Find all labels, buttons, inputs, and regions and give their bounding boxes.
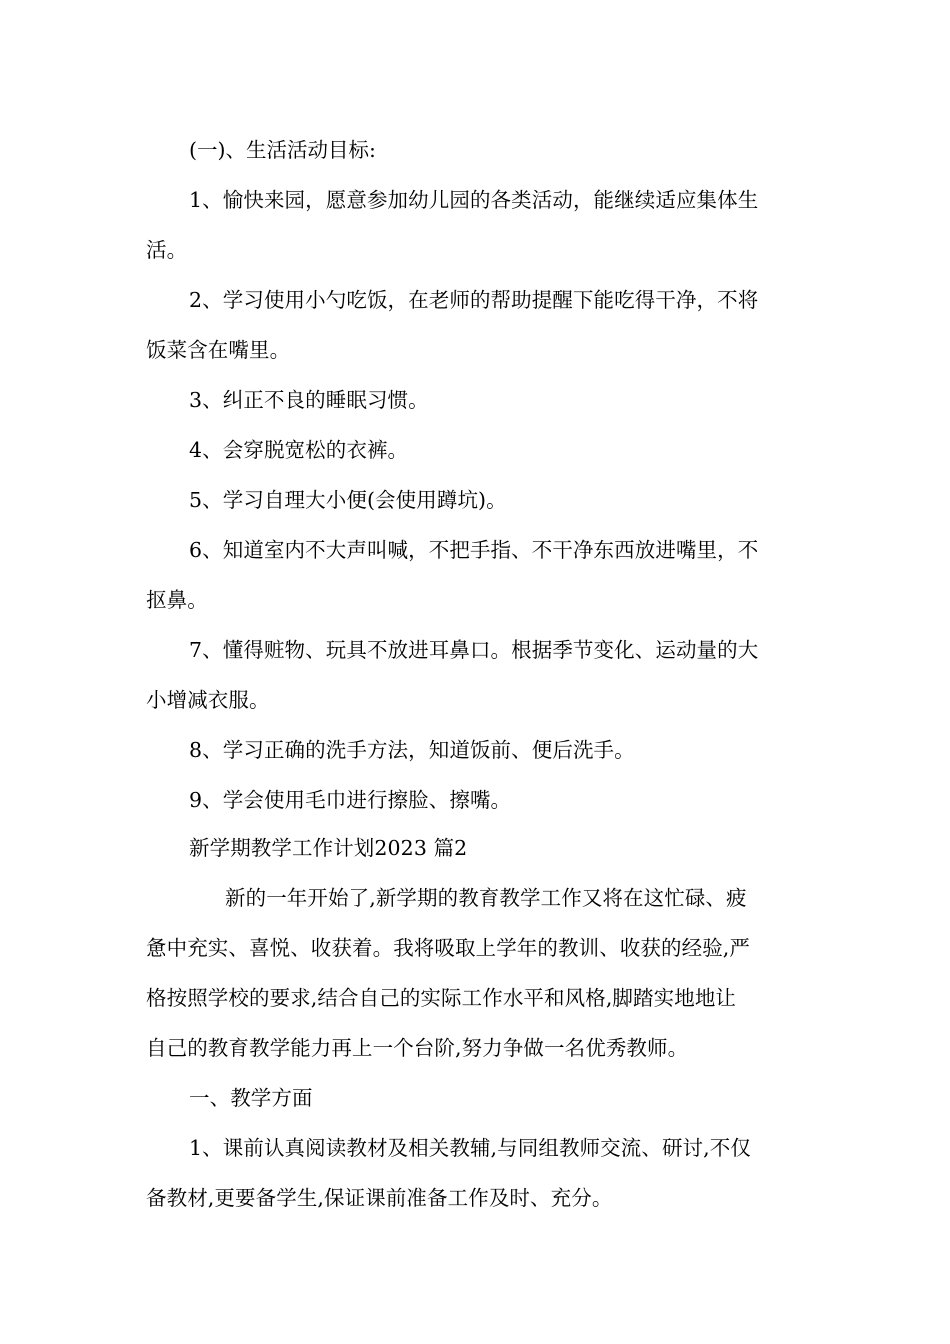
intro-paragraph-line4: 自己的教育教学能力再上一个台阶,努力争做一名优秀教师。 [146,1036,689,1060]
list-item-1-line2: 活。 [146,238,188,262]
list-item-3: 3、纠正不良的睡眠习惯。 [189,388,429,412]
list-item-2-line1: 2、学习使用小勺吃饭，在老师的帮助提醒下能吃得干净，不将 [189,288,759,312]
teaching-point-1-line2: 备教材,更要备学生,保证课前准备工作及时、充分。 [146,1186,613,1210]
list-item-7-line1: 7、懂得赃物、玩具不放进耳鼻口。根据季节变化、运动量的大 [189,638,759,662]
list-item-7-line2: 小增减衣服。 [146,688,270,712]
intro-paragraph-line3: 格按照学校的要求,结合自己的实际工作水平和风格,脚踏实地地让 [146,986,737,1010]
teaching-point-1-line1: 1、课前认真阅读教材及相关教辅,与同组教师交流、研讨,不仅 [189,1136,751,1160]
list-item-5: 5、学习自理大小便(会使用蹲坑)。 [189,488,507,512]
list-item-2-line2: 饭菜含在嘴里。 [146,338,291,362]
intro-paragraph-line1: 新的一年开始了,新学期的教育教学工作又将在这忙碌、疲 [225,886,747,910]
intro-paragraph-line2: 惫中充实、喜悦、收获着。我将吸取上学年的教训、收获的经验,严 [146,936,751,960]
list-item-6-line2: 抠鼻。 [146,588,208,612]
section-heading-teaching: 一、教学方面 [189,1086,313,1110]
list-item-1-line1: 1、愉快来园，愿意参加幼儿园的各类活动，能继续适应集体生 [189,188,759,212]
list-item-6-line1: 6、知道室内不大声叫喊，不把手指、不干净东西放进嘴里，不 [189,538,759,562]
article-title: 新学期教学工作计划2023 篇2 [189,836,468,860]
list-item-8: 8、学习正确的洗手方法，知道饭前、便后洗手。 [189,738,635,762]
list-item-4: 4、会穿脱宽松的衣裤。 [189,438,409,462]
list-item-9: 9、学会使用毛巾进行擦脸、擦嘴。 [189,788,512,812]
section-heading-life-activities: (一)、生活活动目标: [189,138,376,162]
